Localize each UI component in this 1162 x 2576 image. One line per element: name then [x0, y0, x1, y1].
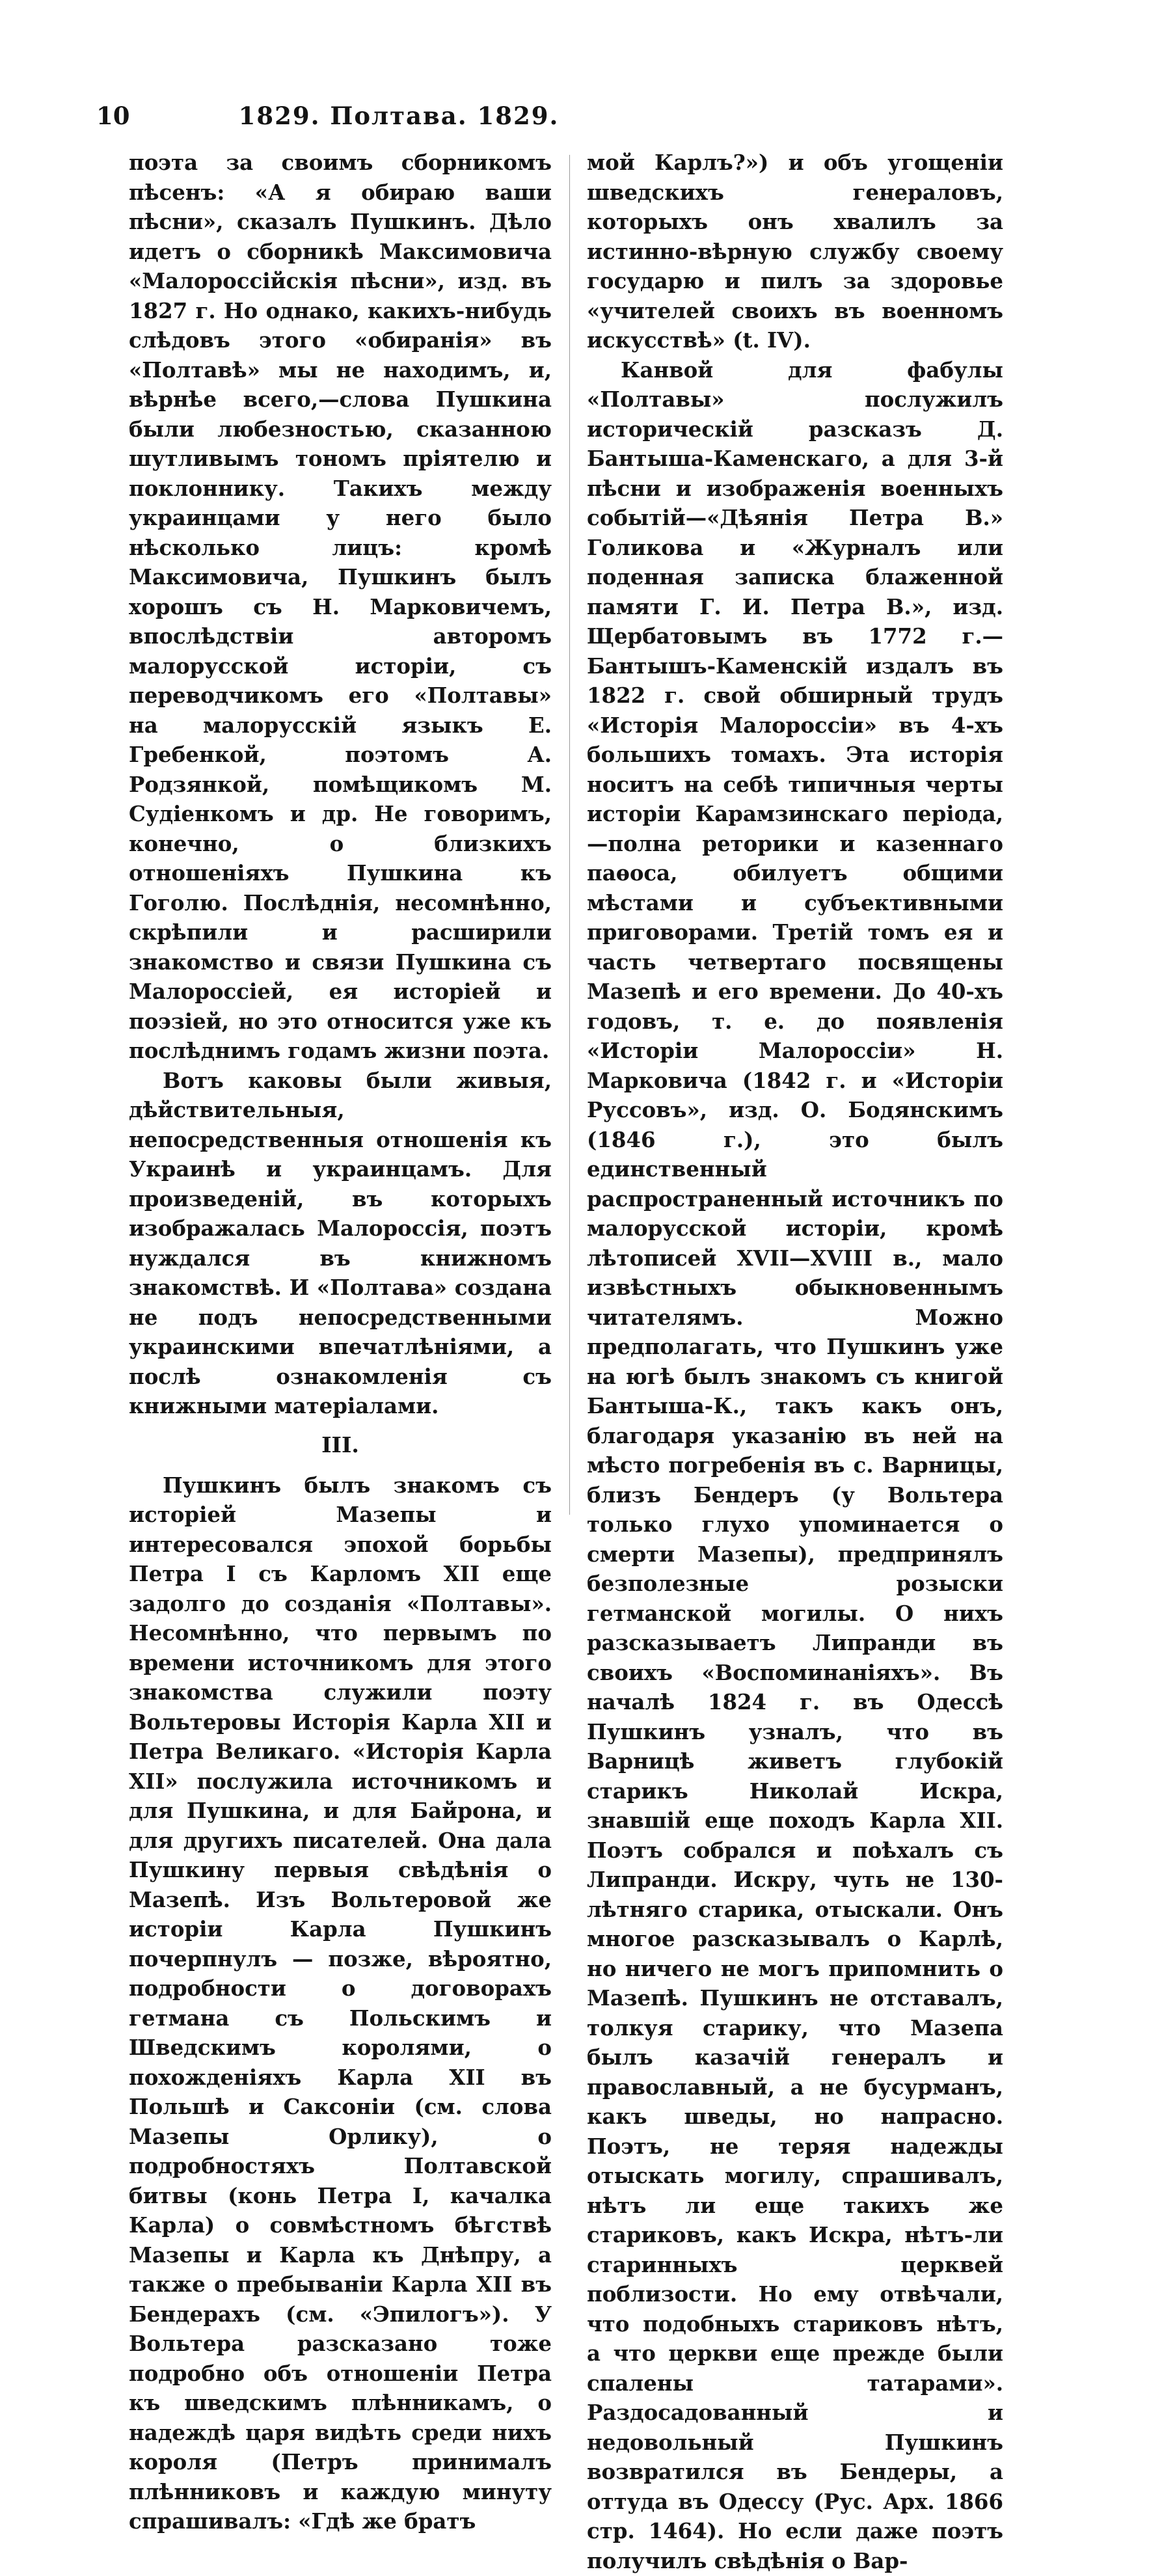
section-heading: III.: [129, 1431, 552, 1459]
running-title: 1829. Полтава. 1829.: [96, 96, 701, 135]
column-divider: [569, 155, 570, 1515]
page-number: 10: [96, 96, 130, 135]
paragraph: поэта за своимъ сборникомъ пѣсенъ: «А я обираю ваши пѣсни», сказалъ Пушкинъ. Дѣло идетъ о сборникѣ Максимовича «Малороссійскія пѣсни», изд. въ 1827 г. Но однако, какихъ-нибудь слѣдовъ этого «обиранія» въ «Полтавѣ» мы не находимъ, и, вѣрнѣе всего,—слова Пушкина были любезностью, сказанною шутливымъ тономъ пріятелю и поклоннику. Такихъ между украинцами у него было нѣсколько лицъ: кромѣ Максимовича, Пушкинъ былъ хорошъ съ Н. Марковичемъ, впослѣдствіи авторомъ малорусской исторіи, съ переводчикомъ его «Полтавы» на малорусскій языкъ Е. Гребенкой, поэтомъ А. Родзянкой, помѣщикомъ М. Судіенкомъ и др. Не говоримъ, конечно, о близкихъ отношеніяхъ Пушкина къ Гоголю. Послѣднія, несомнѣнно, скрѣпили и расширили знакомство и связи Пушкина съ Малороссіей, ея исторіей и поэзіей, но это относится уже къ послѣднимъ годамъ жизни поэта.: [129, 148, 552, 1066]
paragraph: мой Карлъ?») и объ угощеніи шведскихъ генераловъ, которыхъ онъ хвалилъ за истинно-вѣрную службу своему государю и пилъ за здоровье «учителей своихъ въ военномъ искусствѣ» (t. IV).: [587, 148, 1003, 356]
right-column: [587, 148, 1003, 1528]
page-header: [96, 96, 701, 135]
paragraph: Канвой для фабулы «Полтавы» послужилъ историческій разсказъ Д. Бантыша-Каменскаго, а для 3-й пѣсни и изображенія военныхъ событій—«Дѣянія Петра В.» Голикова и «Журналъ или поденная записка блаженной памяти Г. И. Петра В.», изд. Щербатовымъ въ 1772 г.— Бантышъ-Каменскій издалъ въ 1822 г. свой обширный трудъ «Исторія Малороссіи» въ 4-хъ большихъ томахъ. Эта исторія носитъ на себѣ типичныя черты исторіи Карамзинскаго періода,—полна реторики и казеннаго паѳоса, обилуетъ общими мѣстами и субъективными приговорами. Третій томъ ея и часть четвертаго посвящены Мазепѣ и его времени. До 40-хъ годовъ, т. е. до появленія «Исторіи Малороссіи» Н. Марковича (1842 г. и «Исторіи Руссовъ», изд. О. Бодянскимъ (1846 г.), это былъ единственный распространенный источникъ по малорусской исторіи, кромѣ лѣтописей XVII—XVIII в., мало извѣстныхъ обыкновеннымъ читателямъ. Можно предполагать, что Пушкинъ уже на югѣ былъ знакомъ съ книгой Бантыша-К., такъ какъ онъ, благодаря указанію въ ней на мѣсто погребенія въ с. Варницы, близъ Бендеръ (у Вольтера только глухо упоминается о смерти Мазепы), предпринялъ безполезные розыски гетманской могилы. О нихъ разсказываетъ Липранди въ своихъ «Воспоминаніяхъ». Въ началѣ 1824 г. въ Одессѣ Пушкинъ узналъ, что въ Варницѣ живетъ глубокій старикъ Николай Искра, знавшій еще походъ Карла XII. Поэтъ собрался и поѣхалъ съ Липранди. Искру, чуть не 130-лѣтняго старика, отыскали. Онъ многое разсказывалъ о Карлѣ, но ничего не могъ припомнить о Мазепѣ. Пушкинъ не отставалъ, толкуя старику, что Мазепа былъ казачій генералъ и православный, а не бусурманъ, какъ шведы, но напрасно. Поэтъ, не теряя надежды отыскать могилу, спрашивалъ, нѣтъ ли еще такихъ же стариковъ, какъ Искра, нѣтъ-ли старинныхъ церквей поблизости. Но ему отвѣчали, что подобныхъ стариковъ нѣтъ, а что церкви еще прежде были спалены татарами». Раздосадованный и недовольный Пушкинъ возвратился въ Бендеры, а оттуда въ Одессу (Рус. Арх. 1866 стр. 1464). Но если даже поэтъ получилъ свѣдѣнія о Вар-: [587, 356, 1003, 2576]
paragraph: Вотъ каковы были живыя, дѣйствительныя, непосредственныя отношенія къ Украинѣ и украинцамъ. Для произведеній, въ которыхъ изображалась Малороссія, поэтъ нуждался въ книжномъ знакомствѣ. И «Полтава» создана не подъ непосредственными украинскими впечатлѣніями, а послѣ ознакомленія съ книжными матеріалами.: [129, 1066, 552, 1422]
paragraph: Пушкинъ былъ знакомъ съ исторіей Мазепы и интересовался эпохой борьбы Петра I съ Карломъ XII еще задолго до созданія «Полтавы». Несомнѣнно, что первымъ по времени источникомъ для этого знакомства служили поэту Вольтеровы Исторія Карла XII и Петра Великаго. «Исторія Карла XII» послужила источникомъ и для Пушкина, и для Байрона, и для другихъ писателей. Она дала Пушкину первыя свѣдѣнія о Мазепѣ. Изъ Вольтеровой же исторіи Карла Пушкинъ почерпнулъ — позже, вѣроятно, подробности о договорахъ гетмана съ Польскимъ и Шведскимъ королями, о похожденіяхъ Карла XII въ Польшѣ и Саксоніи (см. слова Мазепы Орлику), о подробностяхъ Полтавской битвы (конь Петра I, качалка Карла) о совмѣстномъ бѣгствѣ Мазепы и Карла къ Днѣпру, а также о пребываніи Карла XII въ Бендерахъ (см. «Эпилогъ»). У Вольтера разсказано тоже подробно объ отношеніи Петра къ шведскимъ плѣнникамъ, о надеждѣ царя видѣть среди нихъ короля (Петръ принималъ плѣнниковъ и каждую минуту спрашивалъ: «Гдѣ же братъ: [129, 1471, 552, 2537]
left-column: [129, 148, 552, 1528]
